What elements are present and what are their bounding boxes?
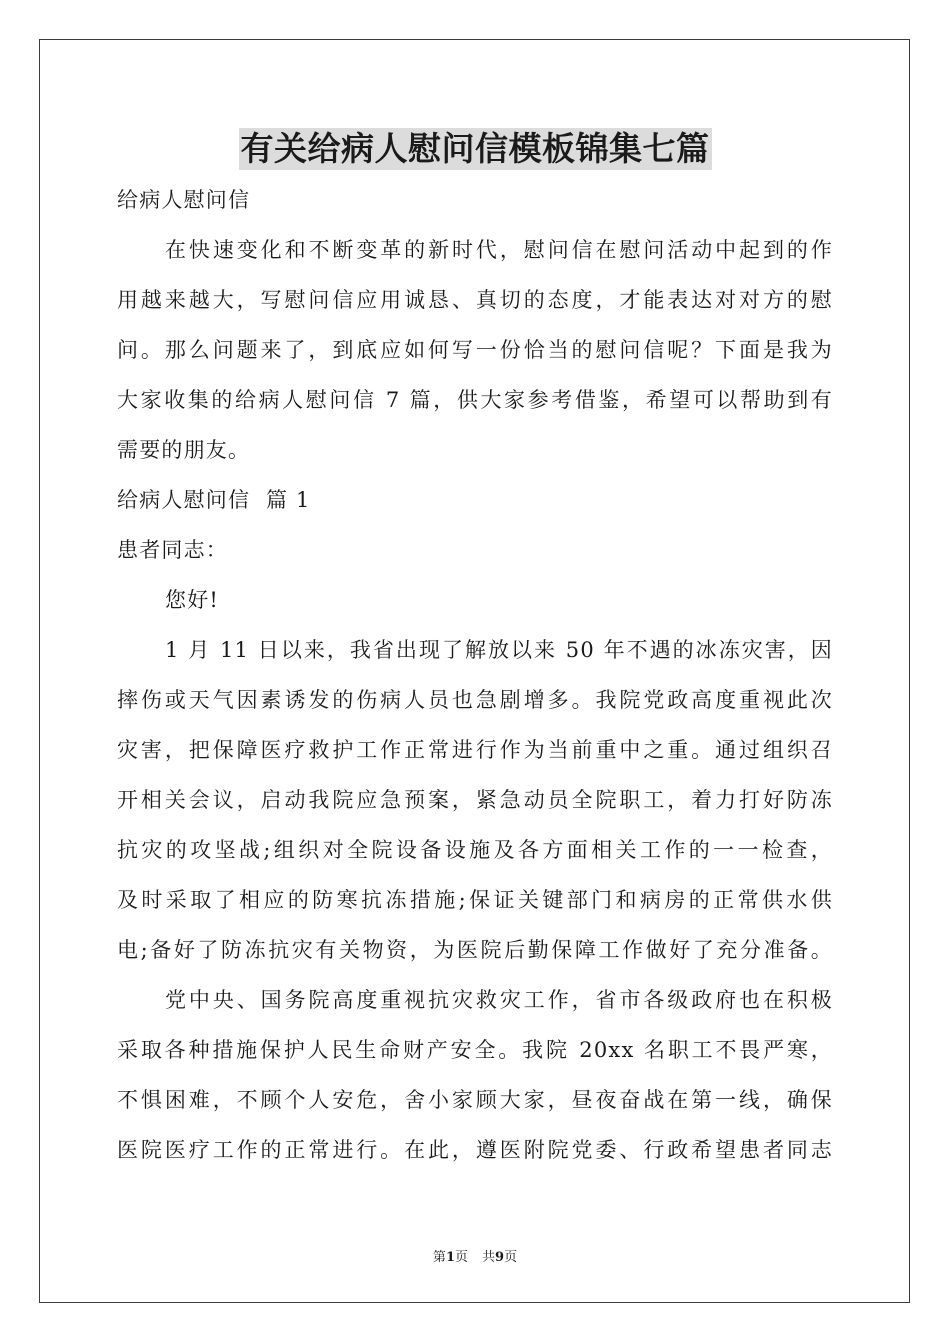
paragraph-line: 灾害，把保障医疗救护工作正常进行作为当前重中之重。通过组织召 xyxy=(117,738,833,762)
paragraph-line: 摔伤或天气因素诱发的伤病人员也急剧增多。我院党政高度重视此次 xyxy=(117,688,833,712)
total-prefix: 共 xyxy=(482,1250,496,1265)
page-number: 1 xyxy=(445,1250,455,1265)
paragraph-line: 用越来越大，写慰问信应用诚恳、真切的态度，才能表达对对方的慰 xyxy=(117,288,833,312)
paragraph-line: 及时采取了相应的防寒抗冻措施;保证关键部门和病房的正常供水供 xyxy=(117,888,833,912)
document-title: 有关给病人慰问信模板锦集七篇 xyxy=(240,129,710,168)
paragraph-line: 不惧困难，不顾个人安危，舍小家顾大家，昼夜奋战在第一线，确保 xyxy=(117,1088,833,1112)
title-wrap xyxy=(0,128,950,170)
salutation: 患者同志： xyxy=(117,538,228,562)
page-footer xyxy=(0,1246,950,1265)
total-suffix: 页 xyxy=(504,1250,518,1265)
paragraph-line: 在快速变化和不断变革的新时代，慰问信在慰问活动中起到的作 xyxy=(165,238,833,262)
letter-heading: 给病人慰问信 篇 1 xyxy=(117,488,311,512)
paragraph-line: 抗灾的攻坚战;组织对全院设备设施及各方面相关工作的一一检查， xyxy=(117,838,833,862)
section-heading: 给病人慰问信 xyxy=(117,188,251,212)
paragraph-line: 问。那么问题来了，到底应如何写一份恰当的慰问信呢？下面是我为 xyxy=(117,338,833,362)
page-prefix: 第 xyxy=(432,1250,446,1265)
paragraph-line: 采取各种措施保护人民生命财产安全。我院 20xx 名职工不畏严寒， xyxy=(117,1038,833,1062)
paragraph-line: 开相关会议，启动我院应急预案，紧急动员全院职工，着力打好防冻 xyxy=(117,788,833,812)
paragraph-line: 1 月 11 日以来，我省出现了解放以来 50 年不遇的冰冻灾害，因 xyxy=(165,638,833,662)
paragraph-line: 电;备好了防冻抗灾有关物资，为医院后勤保障工作做好了充分准备。 xyxy=(117,938,833,962)
greeting: 您好! xyxy=(165,588,220,612)
total-pages: 9 xyxy=(495,1250,505,1265)
paragraph-line: 大家收集的给病人慰问信 7 篇，供大家参考借鉴，希望可以帮助到有 xyxy=(117,388,833,412)
paragraph-line: 医院医疗工作的正常进行。在此，遵医附院党委、行政希望患者同志 xyxy=(117,1138,833,1162)
document-body xyxy=(117,175,833,1175)
paragraph-line: 需要的朋友。 xyxy=(117,438,251,462)
page-suffix: 页 xyxy=(454,1250,468,1265)
paragraph-line: 党中央、国务院高度重视抗灾救灾工作，省市各级政府也在积极 xyxy=(165,988,833,1012)
